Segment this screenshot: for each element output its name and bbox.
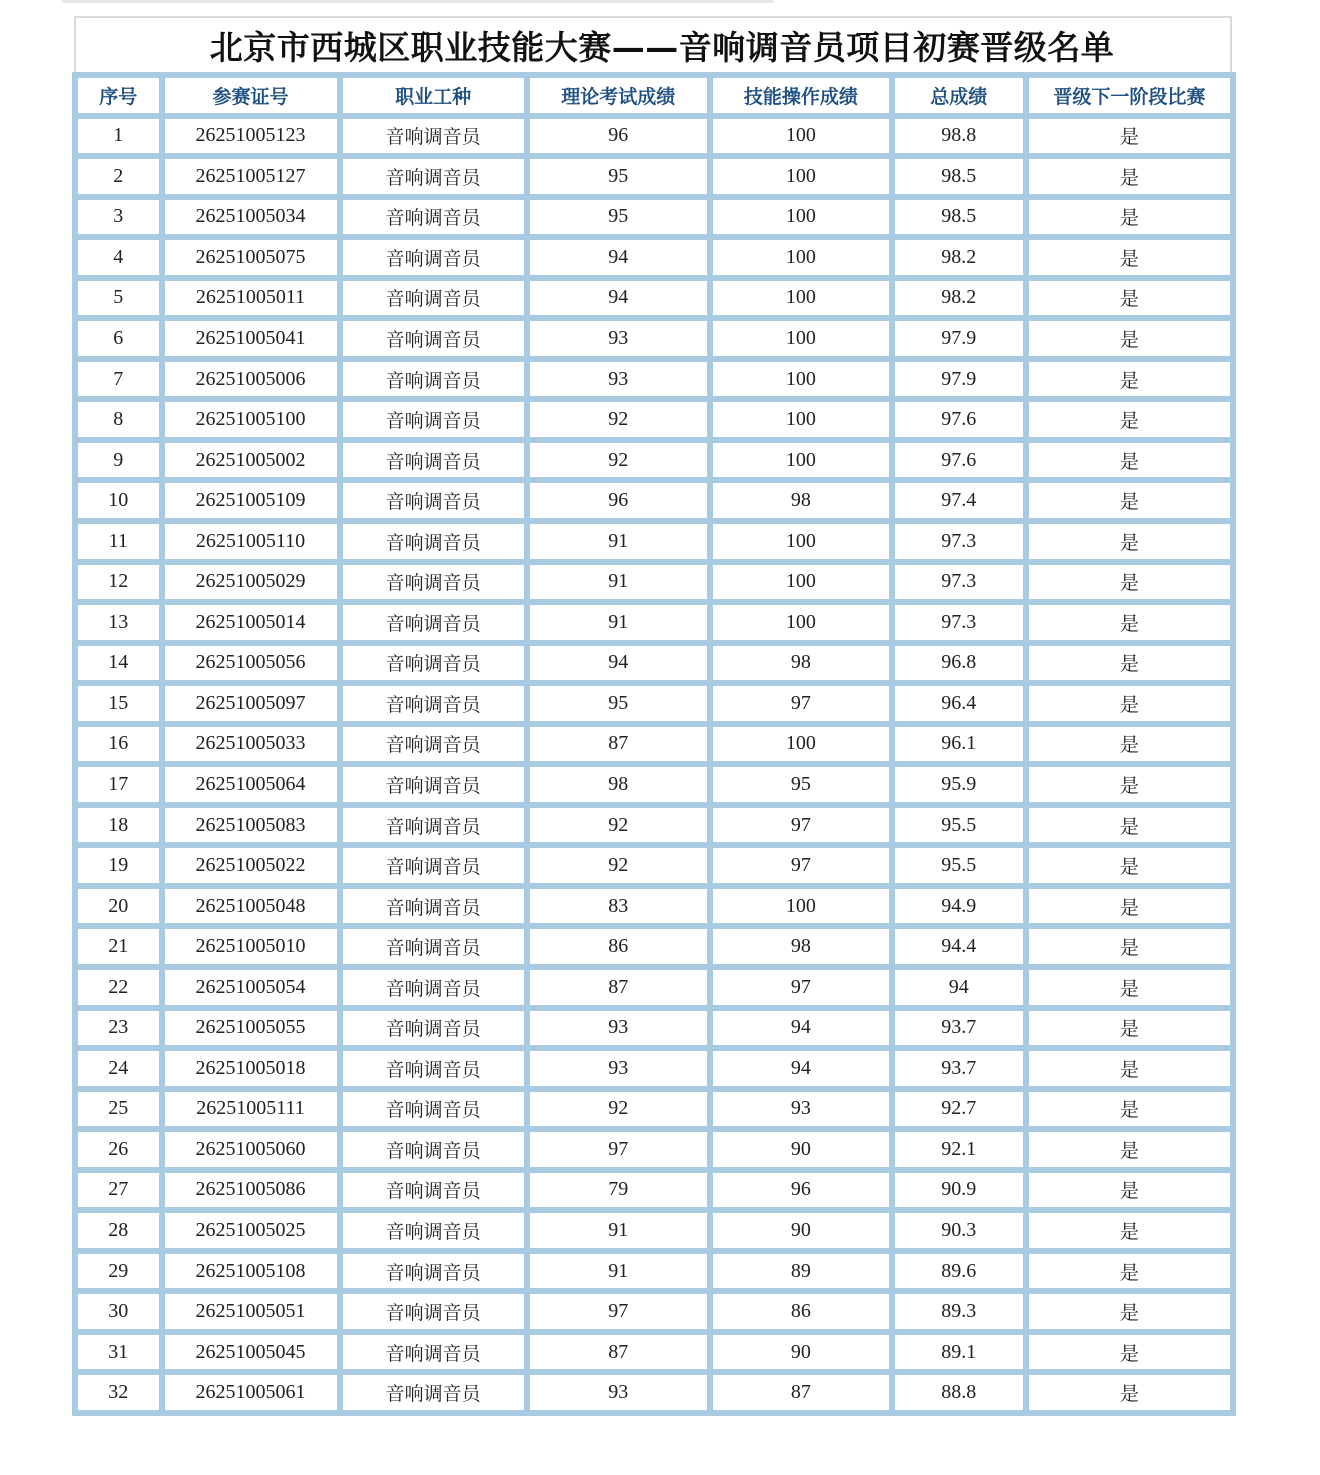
cell-occupation: 音响调音员 xyxy=(343,1132,524,1167)
cell-skill-score: 96 xyxy=(713,1173,889,1208)
cell-total-score: 96.4 xyxy=(895,686,1023,721)
cell-certificate-no: 26251005029 xyxy=(165,565,337,600)
table-row xyxy=(78,200,1230,235)
cell-certificate-no: 26251005022 xyxy=(165,848,337,883)
cell-total-score: 96.1 xyxy=(895,727,1023,762)
cell-occupation: 音响调音员 xyxy=(343,646,524,681)
cell-theory-score: 98 xyxy=(530,767,707,802)
qualifier-table xyxy=(72,72,1236,1416)
cell-index: 6 xyxy=(78,321,159,356)
cell-total-score: 92.1 xyxy=(895,1132,1023,1167)
cell-occupation: 音响调音员 xyxy=(343,402,524,437)
cell-total-score: 98.2 xyxy=(895,281,1023,316)
cell-total-score: 95.9 xyxy=(895,767,1023,802)
cell-certificate-no: 26251005086 xyxy=(165,1173,337,1208)
cell-occupation: 音响调音员 xyxy=(343,1254,524,1289)
cell-skill-score: 93 xyxy=(713,1092,889,1127)
cell-skill-score: 100 xyxy=(713,565,889,600)
cell-theory-score: 86 xyxy=(530,929,707,964)
col-header-occupation: 职业工种 xyxy=(343,78,524,113)
cell-occupation: 音响调音员 xyxy=(343,200,524,235)
cell-skill-score: 97 xyxy=(713,808,889,843)
cell-skill-score: 98 xyxy=(713,646,889,681)
table-row xyxy=(78,1173,1230,1208)
cell-occupation: 音响调音员 xyxy=(343,889,524,924)
cell-occupation: 音响调音员 xyxy=(343,1173,524,1208)
table-row xyxy=(78,1294,1230,1329)
cell-advance: 是 xyxy=(1029,1375,1230,1410)
table-row xyxy=(78,1092,1230,1127)
table-row xyxy=(78,362,1230,397)
cell-occupation: 音响调音员 xyxy=(343,1375,524,1410)
table-row xyxy=(78,402,1230,437)
cell-skill-score: 90 xyxy=(713,1132,889,1167)
cell-total-score: 98.8 xyxy=(895,119,1023,154)
col-header-index: 序号 xyxy=(78,78,159,113)
cell-occupation: 音响调音员 xyxy=(343,1092,524,1127)
cell-occupation: 音响调音员 xyxy=(343,848,524,883)
cell-certificate-no: 26251005127 xyxy=(165,159,337,194)
table-row xyxy=(78,605,1230,640)
cell-index: 19 xyxy=(78,848,159,883)
cell-skill-score: 100 xyxy=(713,159,889,194)
cell-total-score: 97.9 xyxy=(895,321,1023,356)
table-row xyxy=(78,1335,1230,1370)
cell-index: 9 xyxy=(78,443,159,478)
cell-skill-score: 90 xyxy=(713,1213,889,1248)
cell-index: 22 xyxy=(78,970,159,1005)
cell-total-score: 90.3 xyxy=(895,1213,1023,1248)
cell-theory-score: 96 xyxy=(530,483,707,518)
cell-index: 11 xyxy=(78,524,159,559)
cell-skill-score: 98 xyxy=(713,929,889,964)
table-row xyxy=(78,321,1230,356)
cell-index: 12 xyxy=(78,565,159,600)
cell-skill-score: 100 xyxy=(713,321,889,356)
cell-advance: 是 xyxy=(1029,929,1230,964)
cell-total-score: 97.3 xyxy=(895,565,1023,600)
cell-advance: 是 xyxy=(1029,159,1230,194)
cell-theory-score: 95 xyxy=(530,686,707,721)
table-row xyxy=(78,483,1230,518)
cell-skill-score: 97 xyxy=(713,970,889,1005)
cell-certificate-no: 26251005011 xyxy=(165,281,337,316)
cell-advance: 是 xyxy=(1029,1335,1230,1370)
col-header-total-score: 总成绩 xyxy=(895,78,1023,113)
cell-certificate-no: 26251005025 xyxy=(165,1213,337,1248)
cell-occupation: 音响调音员 xyxy=(343,443,524,478)
cell-occupation: 音响调音员 xyxy=(343,240,524,275)
cell-certificate-no: 26251005045 xyxy=(165,1335,337,1370)
cell-advance: 是 xyxy=(1029,119,1230,154)
cell-skill-score: 100 xyxy=(713,605,889,640)
table-row xyxy=(78,1375,1230,1410)
cell-total-score: 97.4 xyxy=(895,483,1023,518)
cell-index: 7 xyxy=(78,362,159,397)
cell-occupation: 音响调音员 xyxy=(343,1294,524,1329)
cell-theory-score: 97 xyxy=(530,1294,707,1329)
cell-index: 20 xyxy=(78,889,159,924)
cell-skill-score: 97 xyxy=(713,686,889,721)
cell-index: 16 xyxy=(78,727,159,762)
cell-theory-score: 93 xyxy=(530,1375,707,1410)
cell-skill-score: 100 xyxy=(713,240,889,275)
table-row xyxy=(78,524,1230,559)
cell-certificate-no: 26251005056 xyxy=(165,646,337,681)
cell-theory-score: 87 xyxy=(530,970,707,1005)
cell-theory-score: 93 xyxy=(530,1051,707,1086)
cell-index: 2 xyxy=(78,159,159,194)
cell-advance: 是 xyxy=(1029,240,1230,275)
cell-advance: 是 xyxy=(1029,443,1230,478)
table-row xyxy=(78,848,1230,883)
cell-theory-score: 96 xyxy=(530,119,707,154)
cell-index: 24 xyxy=(78,1051,159,1086)
cell-index: 8 xyxy=(78,402,159,437)
cell-skill-score: 100 xyxy=(713,443,889,478)
table-row xyxy=(78,1213,1230,1248)
cell-skill-score: 100 xyxy=(713,727,889,762)
table-row xyxy=(78,1132,1230,1167)
cell-index: 13 xyxy=(78,605,159,640)
cell-total-score: 89.6 xyxy=(895,1254,1023,1289)
cell-total-score: 94 xyxy=(895,970,1023,1005)
cell-advance: 是 xyxy=(1029,646,1230,681)
cell-certificate-no: 26251005123 xyxy=(165,119,337,154)
cell-total-score: 90.9 xyxy=(895,1173,1023,1208)
cell-index: 14 xyxy=(78,646,159,681)
col-header-theory-score: 理论考试成绩 xyxy=(530,78,707,113)
cell-certificate-no: 26251005002 xyxy=(165,443,337,478)
cell-theory-score: 92 xyxy=(530,1092,707,1127)
cell-advance: 是 xyxy=(1029,605,1230,640)
cell-theory-score: 93 xyxy=(530,321,707,356)
cell-index: 1 xyxy=(78,119,159,154)
cell-certificate-no: 26251005097 xyxy=(165,686,337,721)
cell-total-score: 98.5 xyxy=(895,200,1023,235)
cell-total-score: 93.7 xyxy=(895,1011,1023,1046)
cell-occupation: 音响调音员 xyxy=(343,281,524,316)
table-row xyxy=(78,281,1230,316)
cell-certificate-no: 26251005054 xyxy=(165,970,337,1005)
cell-certificate-no: 26251005018 xyxy=(165,1051,337,1086)
cell-skill-score: 100 xyxy=(713,200,889,235)
cell-skill-score: 89 xyxy=(713,1254,889,1289)
cell-occupation: 音响调音员 xyxy=(343,970,524,1005)
cell-theory-score: 94 xyxy=(530,240,707,275)
cell-occupation: 音响调音员 xyxy=(343,727,524,762)
cell-index: 29 xyxy=(78,1254,159,1289)
cell-certificate-no: 26251005060 xyxy=(165,1132,337,1167)
table-row xyxy=(78,1254,1230,1289)
cell-certificate-no: 26251005064 xyxy=(165,767,337,802)
cell-advance: 是 xyxy=(1029,321,1230,356)
cell-advance: 是 xyxy=(1029,1092,1230,1127)
cell-total-score: 97.3 xyxy=(895,605,1023,640)
cell-occupation: 音响调音员 xyxy=(343,1335,524,1370)
cell-advance: 是 xyxy=(1029,686,1230,721)
cell-total-score: 98.5 xyxy=(895,159,1023,194)
title-bar xyxy=(74,16,1232,72)
cell-total-score: 97.3 xyxy=(895,524,1023,559)
cell-index: 27 xyxy=(78,1173,159,1208)
cell-skill-score: 100 xyxy=(713,889,889,924)
cell-total-score: 96.8 xyxy=(895,646,1023,681)
cell-advance: 是 xyxy=(1029,1213,1230,1248)
cell-certificate-no: 26251005061 xyxy=(165,1375,337,1410)
col-header-certificate-no: 参赛证号 xyxy=(165,78,337,113)
cell-occupation: 音响调音员 xyxy=(343,929,524,964)
cell-theory-score: 93 xyxy=(530,362,707,397)
cell-total-score: 97.6 xyxy=(895,402,1023,437)
cell-advance: 是 xyxy=(1029,727,1230,762)
cell-theory-score: 92 xyxy=(530,402,707,437)
cell-advance: 是 xyxy=(1029,1294,1230,1329)
cell-index: 3 xyxy=(78,200,159,235)
cell-occupation: 音响调音员 xyxy=(343,686,524,721)
cell-index: 23 xyxy=(78,1011,159,1046)
table-row xyxy=(78,159,1230,194)
cell-theory-score: 91 xyxy=(530,605,707,640)
table-row xyxy=(78,565,1230,600)
cell-certificate-no: 26251005075 xyxy=(165,240,337,275)
cell-occupation: 音响调音员 xyxy=(343,524,524,559)
cell-skill-score: 100 xyxy=(713,524,889,559)
cell-certificate-no: 26251005048 xyxy=(165,889,337,924)
cell-total-score: 89.3 xyxy=(895,1294,1023,1329)
cell-occupation: 音响调音员 xyxy=(343,605,524,640)
cell-certificate-no: 26251005041 xyxy=(165,321,337,356)
cell-certificate-no: 26251005083 xyxy=(165,808,337,843)
cell-occupation: 音响调音员 xyxy=(343,1011,524,1046)
table-row xyxy=(78,1051,1230,1086)
cell-certificate-no: 26251005111 xyxy=(165,1092,337,1127)
cell-theory-score: 94 xyxy=(530,646,707,681)
cell-index: 32 xyxy=(78,1375,159,1410)
cell-theory-score: 87 xyxy=(530,1335,707,1370)
table-row xyxy=(78,808,1230,843)
cell-certificate-no: 26251005109 xyxy=(165,483,337,518)
cell-advance: 是 xyxy=(1029,281,1230,316)
top-divider xyxy=(62,0,774,3)
cell-occupation: 音响调音员 xyxy=(343,767,524,802)
cell-index: 28 xyxy=(78,1213,159,1248)
cell-skill-score: 97 xyxy=(713,848,889,883)
cell-certificate-no: 26251005034 xyxy=(165,200,337,235)
cell-total-score: 93.7 xyxy=(895,1051,1023,1086)
cell-theory-score: 91 xyxy=(530,1213,707,1248)
cell-occupation: 音响调音员 xyxy=(343,1213,524,1248)
cell-total-score: 92.7 xyxy=(895,1092,1023,1127)
table-body xyxy=(78,119,1230,1411)
cell-index: 21 xyxy=(78,929,159,964)
table-row xyxy=(78,119,1230,154)
cell-total-score: 94.4 xyxy=(895,929,1023,964)
cell-advance: 是 xyxy=(1029,889,1230,924)
table-row xyxy=(78,889,1230,924)
cell-index: 26 xyxy=(78,1132,159,1167)
cell-total-score: 95.5 xyxy=(895,808,1023,843)
cell-advance: 是 xyxy=(1029,970,1230,1005)
table-row xyxy=(78,646,1230,681)
cell-skill-score: 87 xyxy=(713,1375,889,1410)
table-row xyxy=(78,240,1230,275)
cell-advance: 是 xyxy=(1029,200,1230,235)
cell-theory-score: 95 xyxy=(530,200,707,235)
cell-index: 4 xyxy=(78,240,159,275)
cell-occupation: 音响调音员 xyxy=(343,808,524,843)
cell-total-score: 98.2 xyxy=(895,240,1023,275)
cell-advance: 是 xyxy=(1029,524,1230,559)
cell-index: 5 xyxy=(78,281,159,316)
cell-skill-score: 98 xyxy=(713,483,889,518)
cell-index: 31 xyxy=(78,1335,159,1370)
cell-certificate-no: 26251005010 xyxy=(165,929,337,964)
cell-advance: 是 xyxy=(1029,848,1230,883)
cell-advance: 是 xyxy=(1029,1254,1230,1289)
cell-occupation: 音响调音员 xyxy=(343,159,524,194)
cell-theory-score: 83 xyxy=(530,889,707,924)
header-row xyxy=(78,78,1230,113)
cell-occupation: 音响调音员 xyxy=(343,119,524,154)
cell-index: 30 xyxy=(78,1294,159,1329)
table-row xyxy=(78,1011,1230,1046)
cell-skill-score: 100 xyxy=(713,119,889,154)
cell-skill-score: 100 xyxy=(713,362,889,397)
cell-skill-score: 94 xyxy=(713,1051,889,1086)
cell-occupation: 音响调音员 xyxy=(343,321,524,356)
cell-occupation: 音响调音员 xyxy=(343,1051,524,1086)
cell-certificate-no: 26251005108 xyxy=(165,1254,337,1289)
cell-advance: 是 xyxy=(1029,362,1230,397)
cell-advance: 是 xyxy=(1029,1173,1230,1208)
cell-skill-score: 94 xyxy=(713,1011,889,1046)
cell-theory-score: 93 xyxy=(530,1011,707,1046)
table-row xyxy=(78,929,1230,964)
cell-theory-score: 94 xyxy=(530,281,707,316)
table-row xyxy=(78,686,1230,721)
cell-certificate-no: 26251005051 xyxy=(165,1294,337,1329)
cell-advance: 是 xyxy=(1029,1011,1230,1046)
cell-skill-score: 86 xyxy=(713,1294,889,1329)
cell-skill-score: 95 xyxy=(713,767,889,802)
cell-advance: 是 xyxy=(1029,1051,1230,1086)
table-row xyxy=(78,970,1230,1005)
cell-skill-score: 100 xyxy=(713,281,889,316)
cell-certificate-no: 26251005110 xyxy=(165,524,337,559)
cell-occupation: 音响调音员 xyxy=(343,565,524,600)
table-row xyxy=(78,767,1230,802)
cell-theory-score: 91 xyxy=(530,565,707,600)
cell-theory-score: 97 xyxy=(530,1132,707,1167)
cell-certificate-no: 26251005055 xyxy=(165,1011,337,1046)
cell-advance: 是 xyxy=(1029,483,1230,518)
page-title: 北京市西城区职业技能大赛——音响调音员项目初赛晋级名单 xyxy=(209,27,1115,67)
cell-total-score: 89.1 xyxy=(895,1335,1023,1370)
cell-theory-score: 91 xyxy=(530,524,707,559)
cell-certificate-no: 26251005100 xyxy=(165,402,337,437)
cell-total-score: 95.5 xyxy=(895,848,1023,883)
cell-theory-score: 92 xyxy=(530,848,707,883)
cell-certificate-no: 26251005014 xyxy=(165,605,337,640)
cell-total-score: 94.9 xyxy=(895,889,1023,924)
cell-theory-score: 87 xyxy=(530,727,707,762)
cell-index: 15 xyxy=(78,686,159,721)
table-row xyxy=(78,443,1230,478)
cell-theory-score: 92 xyxy=(530,443,707,478)
cell-advance: 是 xyxy=(1029,565,1230,600)
cell-theory-score: 95 xyxy=(530,159,707,194)
cell-occupation: 音响调音员 xyxy=(343,362,524,397)
cell-total-score: 88.8 xyxy=(895,1375,1023,1410)
cell-skill-score: 100 xyxy=(713,402,889,437)
cell-advance: 是 xyxy=(1029,767,1230,802)
cell-index: 18 xyxy=(78,808,159,843)
cell-certificate-no: 26251005033 xyxy=(165,727,337,762)
cell-theory-score: 79 xyxy=(530,1173,707,1208)
cell-total-score: 97.6 xyxy=(895,443,1023,478)
cell-certificate-no: 26251005006 xyxy=(165,362,337,397)
cell-index: 10 xyxy=(78,483,159,518)
col-header-advance: 晋级下一阶段比赛 xyxy=(1029,78,1230,113)
cell-total-score: 97.9 xyxy=(895,362,1023,397)
cell-occupation: 音响调音员 xyxy=(343,483,524,518)
cell-index: 25 xyxy=(78,1092,159,1127)
cell-advance: 是 xyxy=(1029,808,1230,843)
cell-theory-score: 91 xyxy=(530,1254,707,1289)
cell-advance: 是 xyxy=(1029,402,1230,437)
cell-advance: 是 xyxy=(1029,1132,1230,1167)
cell-skill-score: 90 xyxy=(713,1335,889,1370)
cell-theory-score: 92 xyxy=(530,808,707,843)
cell-index: 17 xyxy=(78,767,159,802)
table-row xyxy=(78,727,1230,762)
col-header-skill-score: 技能操作成绩 xyxy=(713,78,889,113)
